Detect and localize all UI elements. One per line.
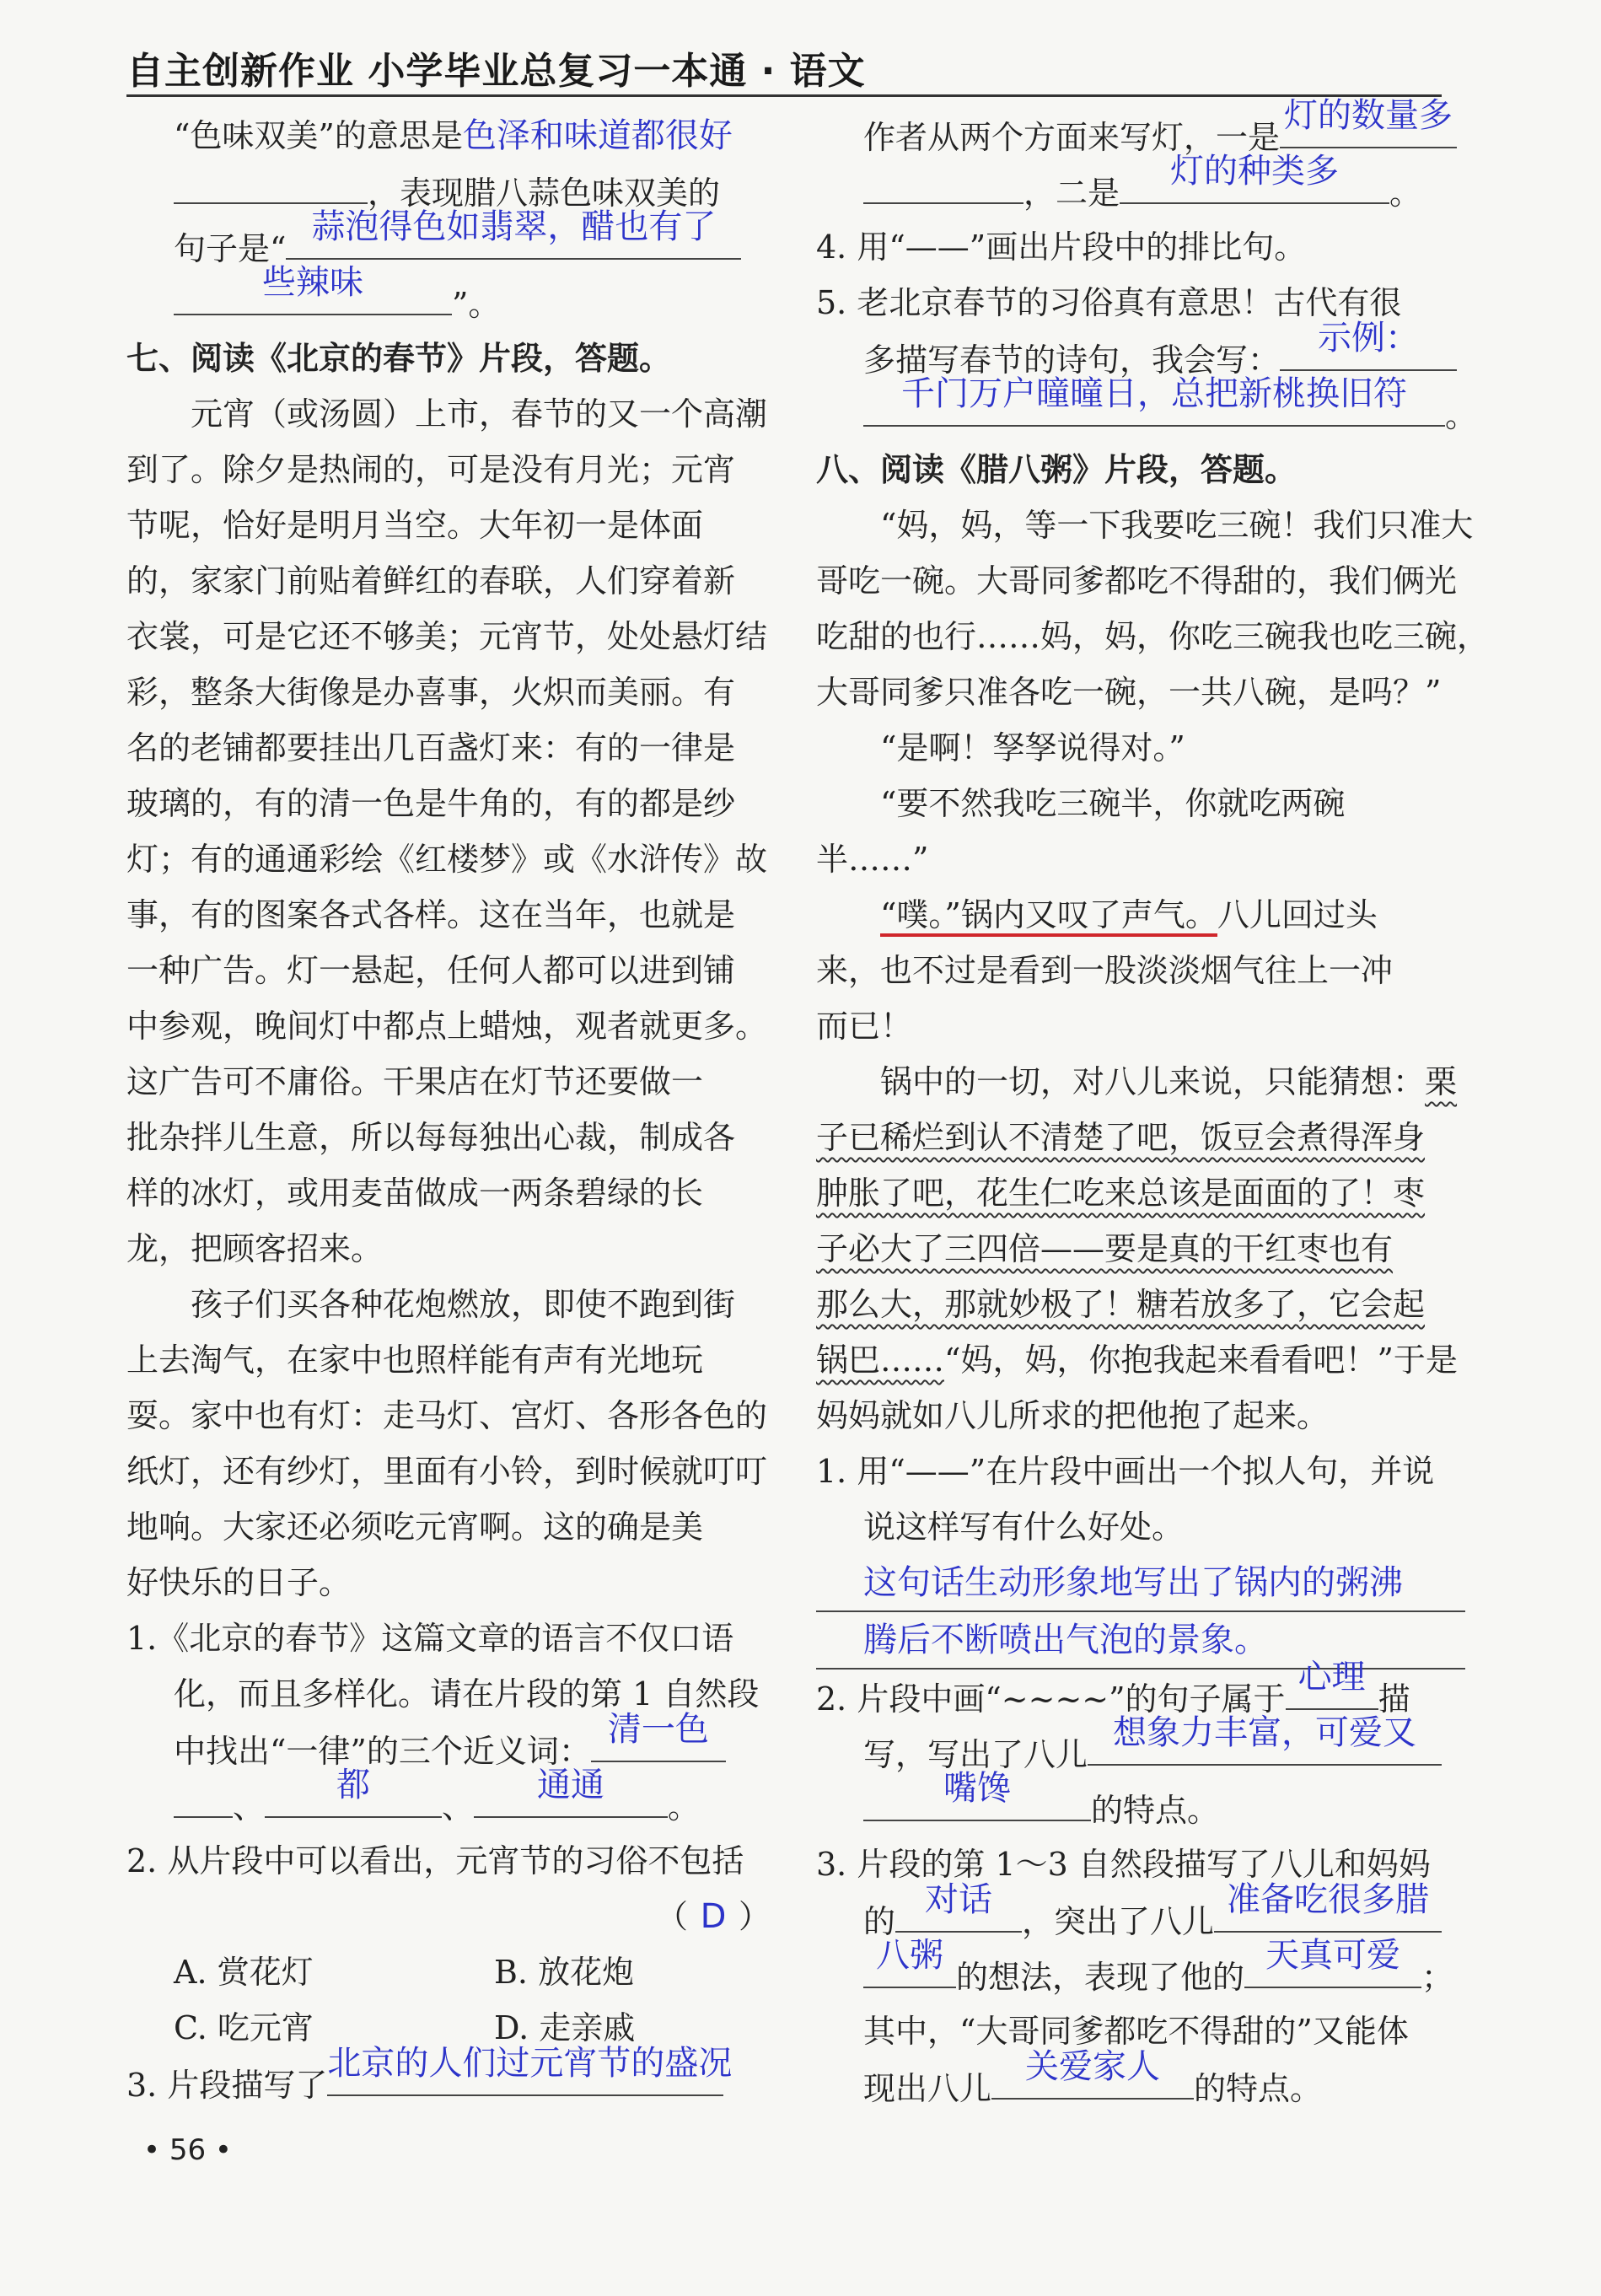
passage-line: 一种广告。灯一悬起，任何人都可以进到铺 xyxy=(126,952,736,989)
answer-blank xyxy=(863,1769,1091,1821)
answer-line xyxy=(816,1555,1465,1612)
question-2-line: 2. 从片段中可以看出，元宵节的习俗不包括 xyxy=(126,1842,744,1879)
question-1-line xyxy=(126,1766,776,1833)
answer-blank xyxy=(1286,1658,1378,1710)
passage-line: 衣裳，可是它还不够美；元宵节，处处悬灯结 xyxy=(126,618,768,655)
question-text: 2. 片段中画“~~~~”的句子属于 xyxy=(816,1680,1286,1718)
option-b: B. 放花炮 xyxy=(494,1954,635,1991)
passage-line: 妈妈就如八儿所求的把他抱了起来。 xyxy=(816,1397,1330,1434)
answer-text: 这句话生动形象地写出了锅内的粥沸 xyxy=(863,1563,1403,1602)
separator: 、 xyxy=(233,1788,266,1826)
answer-text: 腾后不断喷出气泡的景象。 xyxy=(863,1621,1268,1659)
passage-line: 彩，整条大街像是办喜事，火炽而美丽。有 xyxy=(126,674,736,711)
passage-line: 大哥同爹只准各吃一碗，一共八碗，是吗？” xyxy=(816,674,1442,711)
passage-line: 上去淘气，在家中也照样能有声有光地玩 xyxy=(126,1342,704,1379)
question-1-line: 化，而且多样化。请在片段的第 1 自然段 xyxy=(174,1675,760,1713)
answer-blank xyxy=(265,1766,442,1818)
question-3-line xyxy=(126,2044,776,2111)
question-text: 。 xyxy=(1389,175,1422,212)
answer-blank xyxy=(863,164,1023,204)
prev-q-line xyxy=(126,108,776,164)
wavy-underlined-text: 栗 xyxy=(1425,1063,1458,1100)
passage-line: 的，家家门前贴着鲜红的春联，人们穿着新 xyxy=(126,562,736,600)
paren: （ xyxy=(655,1898,688,1935)
passage-line xyxy=(816,1221,1465,1277)
answer-blank xyxy=(1280,96,1457,148)
answer-text: 八粥 xyxy=(876,1936,943,1975)
passage-line: 元宵（或汤圆）上市，春节的又一个高潮 xyxy=(191,395,768,433)
passage-text: 八儿回过头 xyxy=(1217,896,1378,933)
passage-line: 玻璃的，有的清一色是牛角的，有的都是纱 xyxy=(126,785,736,822)
answer-blank xyxy=(286,207,741,260)
question-text: ”。 xyxy=(452,286,501,323)
question-5-line: 5. 老北京春节的习俗真有意思！古代有很 xyxy=(816,284,1402,321)
question-text: 的特点。 xyxy=(1194,2070,1323,2107)
prev-q-line xyxy=(126,263,776,331)
question-3-line xyxy=(816,1936,1465,2003)
question-3-line: 3. 片段的第 1～3 自然段描写了八儿和妈妈 xyxy=(816,1846,1431,1883)
question-text: 。 xyxy=(1445,397,1478,434)
answer-blank xyxy=(1280,319,1457,371)
wavy-underlined-text: 子已稀烂到认不清楚了吧，饭豆会煮得浑身 xyxy=(816,1119,1426,1156)
passage-line: 来，也不过是看到一股淡淡烟气往上一冲 xyxy=(816,952,1394,989)
answer-blank xyxy=(895,1880,1022,1933)
answer-text: 嘴馋 xyxy=(943,1769,1011,1808)
separator: 、 xyxy=(442,1788,475,1826)
answer-text: 想象力丰富，可爱又 xyxy=(1113,1713,1417,1752)
question-text: ； xyxy=(1421,1959,1454,1996)
question-text: ，突出了八儿 xyxy=(1022,1903,1215,1940)
passage-line: 灯；有的通通彩绘《红楼梦》或《水浒传》故 xyxy=(126,841,768,878)
passage-line: 节呢，恰好是明月当空。大年初一是体面 xyxy=(126,507,704,544)
passage-line: 批杂拌儿生意，所以每每独出心裁，制成各 xyxy=(126,1119,736,1156)
question-text: 。 xyxy=(668,1788,701,1826)
passage-line: “是啊！孥孥说得对。” xyxy=(880,729,1185,766)
option-c: C. 吃元宵 xyxy=(174,2009,314,2046)
passage-line: 哥吃一碗。大哥同爹都吃不得甜的，我们俩光 xyxy=(816,562,1458,600)
section-7-title: 七、阅读《北京的春节》片段，答题。 xyxy=(126,340,672,377)
answer-text: 都 xyxy=(336,1766,371,1804)
question-3-line xyxy=(816,2047,1465,2115)
answer-blank xyxy=(1244,1936,1421,1988)
passage-line: 事，有的图案各式各样。这在当年，也就是 xyxy=(126,896,736,933)
answer-text: D xyxy=(700,1897,727,1936)
question-1-line xyxy=(126,1710,776,1777)
option-d: D. 走亲戚 xyxy=(494,2009,636,2046)
question-1-line: 1. 用“——”在片段中画出一个拟人句，并说 xyxy=(816,1453,1435,1490)
passage-line: 纸灯，还有纱灯，里面有小铃，到时候就叮叮 xyxy=(126,1453,768,1490)
answer-text: 色泽和味道都很好 xyxy=(462,116,733,155)
answer-text: 灯的数量多 xyxy=(1284,96,1453,135)
passage-line: 中参观，晚间灯中都点上蜡烛，观者就更多。 xyxy=(126,1008,768,1045)
paren: ） xyxy=(738,1898,771,1935)
passage-line xyxy=(816,1054,1465,1110)
question-text: 多描写春节的诗句，我会写： xyxy=(863,341,1281,379)
question-5-line xyxy=(816,374,1478,442)
question-2-line xyxy=(816,1769,1465,1836)
passage-text: 锅中的一切，对八儿来说，只能猜想： xyxy=(880,1063,1426,1100)
answer-text: 心理 xyxy=(1297,1658,1366,1696)
page-header: 自主创新作业 小学毕业总复习一本通 · 语文 xyxy=(126,50,866,93)
passage-text: “妈，妈，你抱我起来看看吧！”于是 xyxy=(944,1342,1458,1379)
passage-line: 到了。除夕是热闹的，可是没有月光；元宵 xyxy=(126,451,736,488)
question-text: 写，写出了八儿 xyxy=(863,1736,1088,1773)
passage-line: “要不然我吃三碗半，你就吃两碗 xyxy=(880,785,1346,822)
passage-line: 这广告可不庸俗。干果店在灯节还要做一 xyxy=(126,1063,704,1100)
question-text: 中找出“一律”的三个近义词： xyxy=(174,1733,591,1770)
answer-text: 对话 xyxy=(925,1880,993,1919)
question-1-line: 说这样写有什么好处。 xyxy=(863,1508,1185,1546)
question-text: 3. 片段描写了 xyxy=(126,2067,328,2104)
wavy-underlined-text: 锅巴…… xyxy=(816,1342,945,1379)
answer-blank xyxy=(1120,152,1389,204)
answer-blank xyxy=(1088,1713,1442,1766)
header-rule xyxy=(126,94,1442,97)
answer-text: 北京的人们过元宵节的盛况 xyxy=(327,2044,733,2083)
answer-text: 关爱家人 xyxy=(1025,2047,1161,2086)
options-row xyxy=(126,1944,776,2000)
answer-text: 千门万户曈曈日，总把新桃换旧符 xyxy=(901,374,1407,413)
question-text: “色味双美”的意思是 xyxy=(174,117,463,154)
right-column xyxy=(816,96,1490,2115)
answer-blank xyxy=(327,2044,733,2096)
passage-line xyxy=(816,1332,1465,1388)
passage-line: 样的冰灯，或用麦苗做成一两条碧绿的长 xyxy=(126,1175,704,1212)
passage-line: 耍。家中也有灯：走马灯、宫灯、各形各色的 xyxy=(126,1397,768,1434)
question-1-line: 1.《北京的春节》这篇文章的语言不仅口语 xyxy=(126,1620,734,1657)
answer-text: 些辣味 xyxy=(262,263,363,302)
question-4-line: 4. 用“——”画出片段中的排比句。 xyxy=(816,229,1307,266)
question-text: 现出八儿 xyxy=(863,2070,992,2107)
passage-line xyxy=(816,1165,1465,1221)
question-text: 描 xyxy=(1378,1680,1410,1718)
passage-line: 吃甜的也行……妈，妈，你吃三碗我也吃三碗， xyxy=(816,618,1490,655)
question-text: ，表现腊八蒜色味双美的 xyxy=(368,175,721,212)
answer-text: 清一色 xyxy=(607,1710,709,1749)
answer-text: 天真可爱 xyxy=(1265,1936,1401,1975)
passage-line xyxy=(816,887,1465,943)
q3b-line xyxy=(816,152,1465,219)
answer-blank xyxy=(1214,1880,1442,1933)
page-number: • 56 • xyxy=(143,2133,232,2167)
answer-blank xyxy=(174,1777,233,1818)
wavy-underlined-text: 那么大，那就妙极了！糖若放多了，它会起 xyxy=(816,1286,1426,1323)
answer-blank xyxy=(474,1766,668,1818)
passage-line xyxy=(816,1277,1465,1332)
answer-blank xyxy=(174,164,368,204)
answer-text: 通通 xyxy=(537,1766,605,1804)
answer-blank xyxy=(991,2047,1194,2100)
answer-text: 灯的种类多 xyxy=(1170,152,1340,191)
answer-text: 蒜泡得色如翡翠，醋也有了 xyxy=(311,207,717,246)
answer-text: 准备吃很多腊 xyxy=(1227,1880,1430,1919)
passage-line: 孩子们买各种花炮燃放，即使不跑到街 xyxy=(191,1286,736,1323)
answer-blank xyxy=(863,1936,956,1988)
answer-blank xyxy=(863,374,1445,427)
question-text: 的特点。 xyxy=(1091,1792,1220,1829)
answer-blank xyxy=(174,263,452,315)
question-2-paren xyxy=(126,1889,776,1944)
passage-line: 半……” xyxy=(816,841,929,878)
question-text: ，二是 xyxy=(1023,175,1120,212)
passage-line: 龙，把顾客招来。 xyxy=(126,1230,384,1267)
passage-line: 而已！ xyxy=(816,1008,913,1045)
answer-text: 示例： xyxy=(1318,319,1420,358)
left-column xyxy=(126,108,776,2111)
question-text: 句子是“ xyxy=(174,230,287,267)
question-3-line: 其中，“大哥同爹都吃不得甜的”又能体 xyxy=(863,2013,1409,2050)
passage-line: 好快乐的日子。 xyxy=(126,1564,352,1601)
option-a: A. 赏花灯 xyxy=(174,1954,314,1991)
wavy-underlined-text: 子必大了三四倍——要是真的干红枣也有 xyxy=(816,1230,1394,1267)
passage-line: 地响。大家还必须吃元宵啊。这的确是美 xyxy=(126,1508,704,1546)
question-text: 的想法，表现了他的 xyxy=(956,1959,1245,1996)
passage-line: 名的老铺都要挂出几百盏灯来：有的一律是 xyxy=(126,729,736,766)
question-text: 的 xyxy=(863,1903,896,1940)
passage-line xyxy=(816,1110,1465,1165)
question-text: 作者从两个方面来写灯，一是 xyxy=(863,119,1281,156)
wavy-underlined-text: 肿胀了吧，花生仁吃来总该是面面的了！枣 xyxy=(816,1175,1426,1212)
section-8-title: 八、阅读《腊八粥》片段，答题。 xyxy=(816,451,1297,488)
answer-blank xyxy=(591,1710,726,1762)
passage-line: “妈，妈，等一下我要吃三碗！我们只准大 xyxy=(880,507,1474,544)
personification-sentence: “噗。”锅内又叹了声气。 xyxy=(880,896,1217,937)
